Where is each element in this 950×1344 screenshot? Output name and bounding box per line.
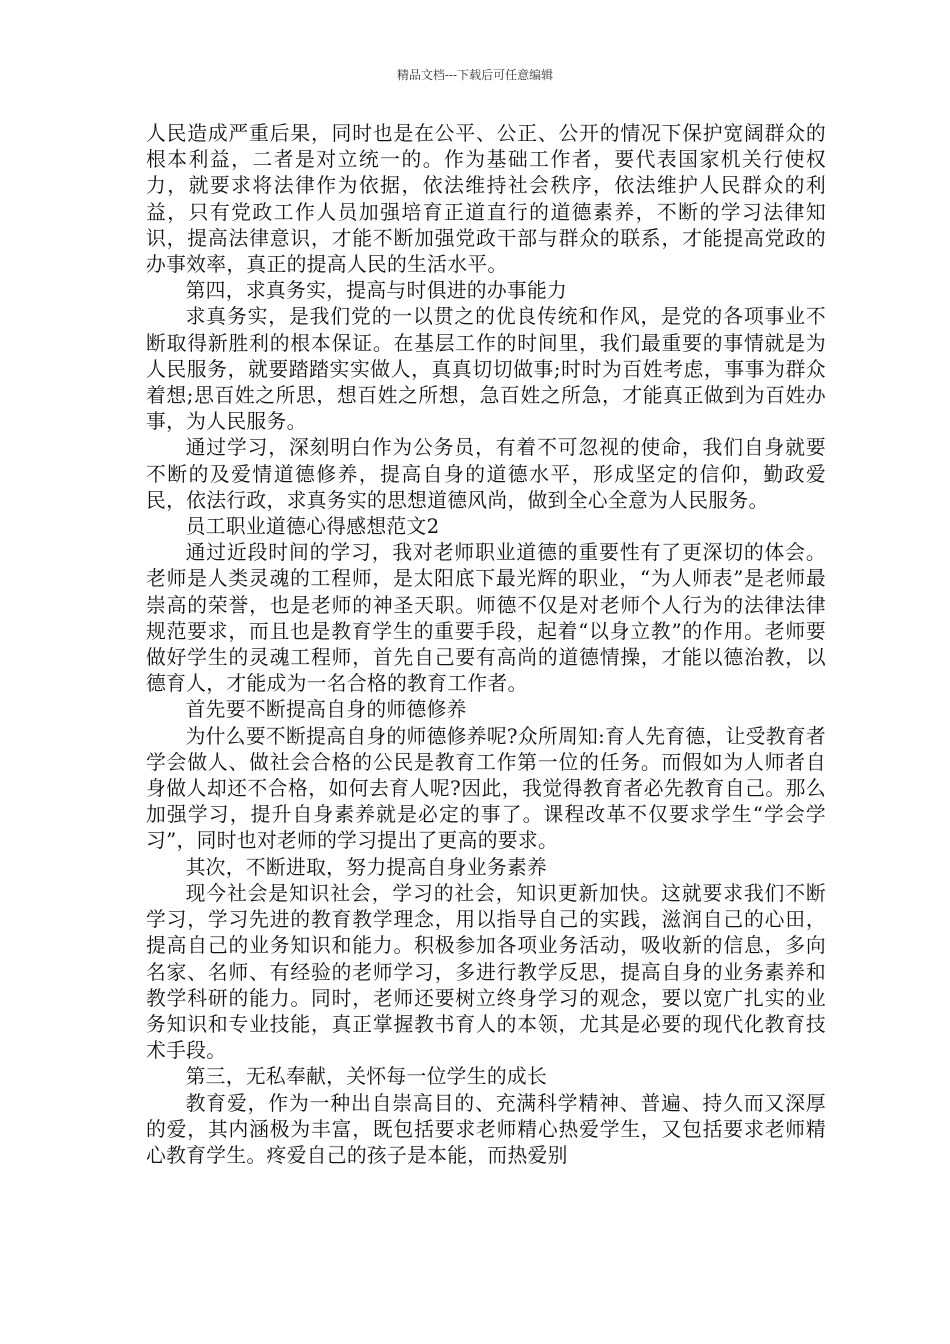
document-body [146,121,826,1169]
section-heading: 其次，不断进取，努力提高自身业务素养 [185,855,548,879]
section-heading: 第三，无私奉献，关怀每一位学生的成长 [185,1065,548,1089]
section-heading: 首先要不断提高自身的师德修养 [185,698,467,722]
paragraph: 教育爱，作为一种出自崇高目的、充满科学精神、普遍、持久而又深厚的爱，其内涵极为丰富，既包括要求老师精心热爱学生，又包括要求老师精心教育学生。疼爱自己的孩子是本能，而热爱别 [146,1091,826,1167]
paragraph: 现今社会是知识社会，学习的社会，知识更新加快。这就要求我们不断学习，学习先进的教育教学理念，用以指导自己的实践，滋润自己的心田，提高自己的业务知识和能力。积极参加各项业务活动，吸收新的信息，多向名家、名师、有经验的老师学习，多进行教学反思，提高自身的业务素养和教学科研的能力。同时，老师还要树立终身学习的观念，要以宽广扎实的业务知识和专业技能，真正掌握教书育人的本领，尤其是必要的现代化教育技术手段。 [146,881,826,1063]
paragraph: 通过近段时间的学习，我对老师职业道德的重要性有了更深切的体会。老师是人类灵魂的工程师，是太阳底下最光辉的职业，“为人师表”是老师最崇高的荣誉，也是老师的神圣天职。师德不仅是对老师个人行为的法律法律规范要求，而且也是教育学生的重要手段，起着“以身立教”的作用。老师要做好学生的灵魂工程师，首先自己要有高尚的道德情操，才能以德治教，以德育人，才能成为一名合格的教育工作者。 [146,541,826,696]
page-header: 精品文档---下载后可任意编辑 [396,68,554,82]
paragraph: 人民造成严重后果，同时也是在公平、公正、公开的情况下保护宽阔群众的根本利益，二者是对立统一的。作为基础工作者，要代表国家机关行使权力，就要求将法律作为依据，依法维持社会秩序，依法维护人民群众的利益，只有党政工作人员加强培育正道直行的道德素养，不断的学习法律知识，提高法律意识，才能不断加强党政干部与群众的联系，才能提高党政的办事效率，真正的提高人民的生活水平。 [146,122,826,277]
paragraph: 求真务实，是我们党的一以贯之的优良传统和作风，是党的各项事业不断取得新胜利的根本保证。在基层工作的时间里，我们最重要的事情就是为人民服务，就要踏踏实实做人，真真切切做事;时时为百姓考虑，事事为群众着想;思百姓之所思，想百姓之所想，急百姓之所急，才能真正做到为百姓办事，为人民服务。 [146,305,826,434]
section-heading: 员工职业道德心得感想范文2 [185,515,440,539]
paragraph: 为什么要不断提高自身的师德修养呢?众所周知:育人先育德，让受教育者学会做人、做社会合格的公民是教育工作第一位的任务。而假如为人师者自身做人却还不合格，如何去育人呢?因此，我觉得教育者必先教育自己。那么加强学习，提升自身素养就是必定的事了。课程改革不仅要求学生“学会学习”，同时也对老师的学习提出了更高的要求。 [146,724,826,853]
section-heading: 第四，求真务实，提高与时俱进的办事能力 [185,279,568,303]
paragraph: 通过学习，深刻明白作为公务员，有着不可忽视的使命，我们自身就要不断的及爱情道德修养，提高自身的道德水平，形成坚定的信仰，勤政爱民，依法行政，求真务实的思想道德风尚，做到全心全意为人民服务。 [146,436,826,512]
